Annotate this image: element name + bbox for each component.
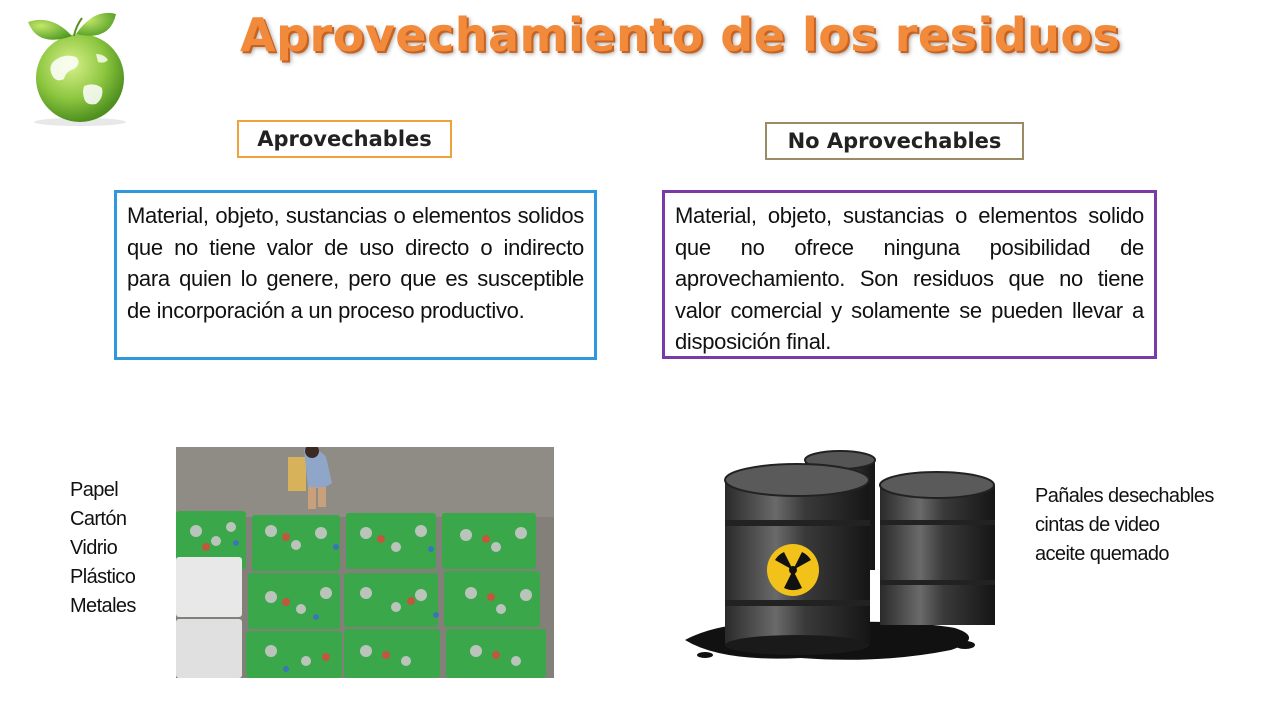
- list-item: Papel: [70, 479, 119, 501]
- aprovechables-heading: Aprovechables: [237, 120, 452, 158]
- no-aprovechables-heading: No Aprovechables: [765, 122, 1024, 160]
- no-aprovechables-list: [1035, 482, 1214, 569]
- page-title: Aprovechamiento de los residuos: [240, 8, 1121, 62]
- list-item: cintas de video: [1035, 514, 1160, 536]
- list-item: Metales: [70, 595, 136, 617]
- list-item: Cartón: [70, 508, 127, 530]
- list-item: aceite quemado: [1035, 543, 1169, 565]
- aprovechables-list: [70, 476, 136, 621]
- recycling-crates-photo: [176, 447, 554, 678]
- list-item: Vidrio: [70, 537, 118, 559]
- list-item: Pañales desechables: [1035, 485, 1214, 507]
- no-aprovechables-definition: Material, objeto, sustancias o elementos solido que no ofrece ninguna posibilidad de aprovechamiento. Son residuos que no tiene valor comercial y solamente se pueden llevar a disposición final.: [662, 190, 1157, 359]
- toxic-barrels-icon: [675, 440, 1020, 680]
- aprovechables-definition: Material, objeto, sustancias o elementos solidos que no tiene valor de uso directo o indirecto para quien lo genere, pero que es susceptible de incorporación a un proceso productivo.: [114, 190, 597, 360]
- list-item: Plástico: [70, 566, 136, 588]
- globe-logo-icon: [14, 6, 144, 126]
